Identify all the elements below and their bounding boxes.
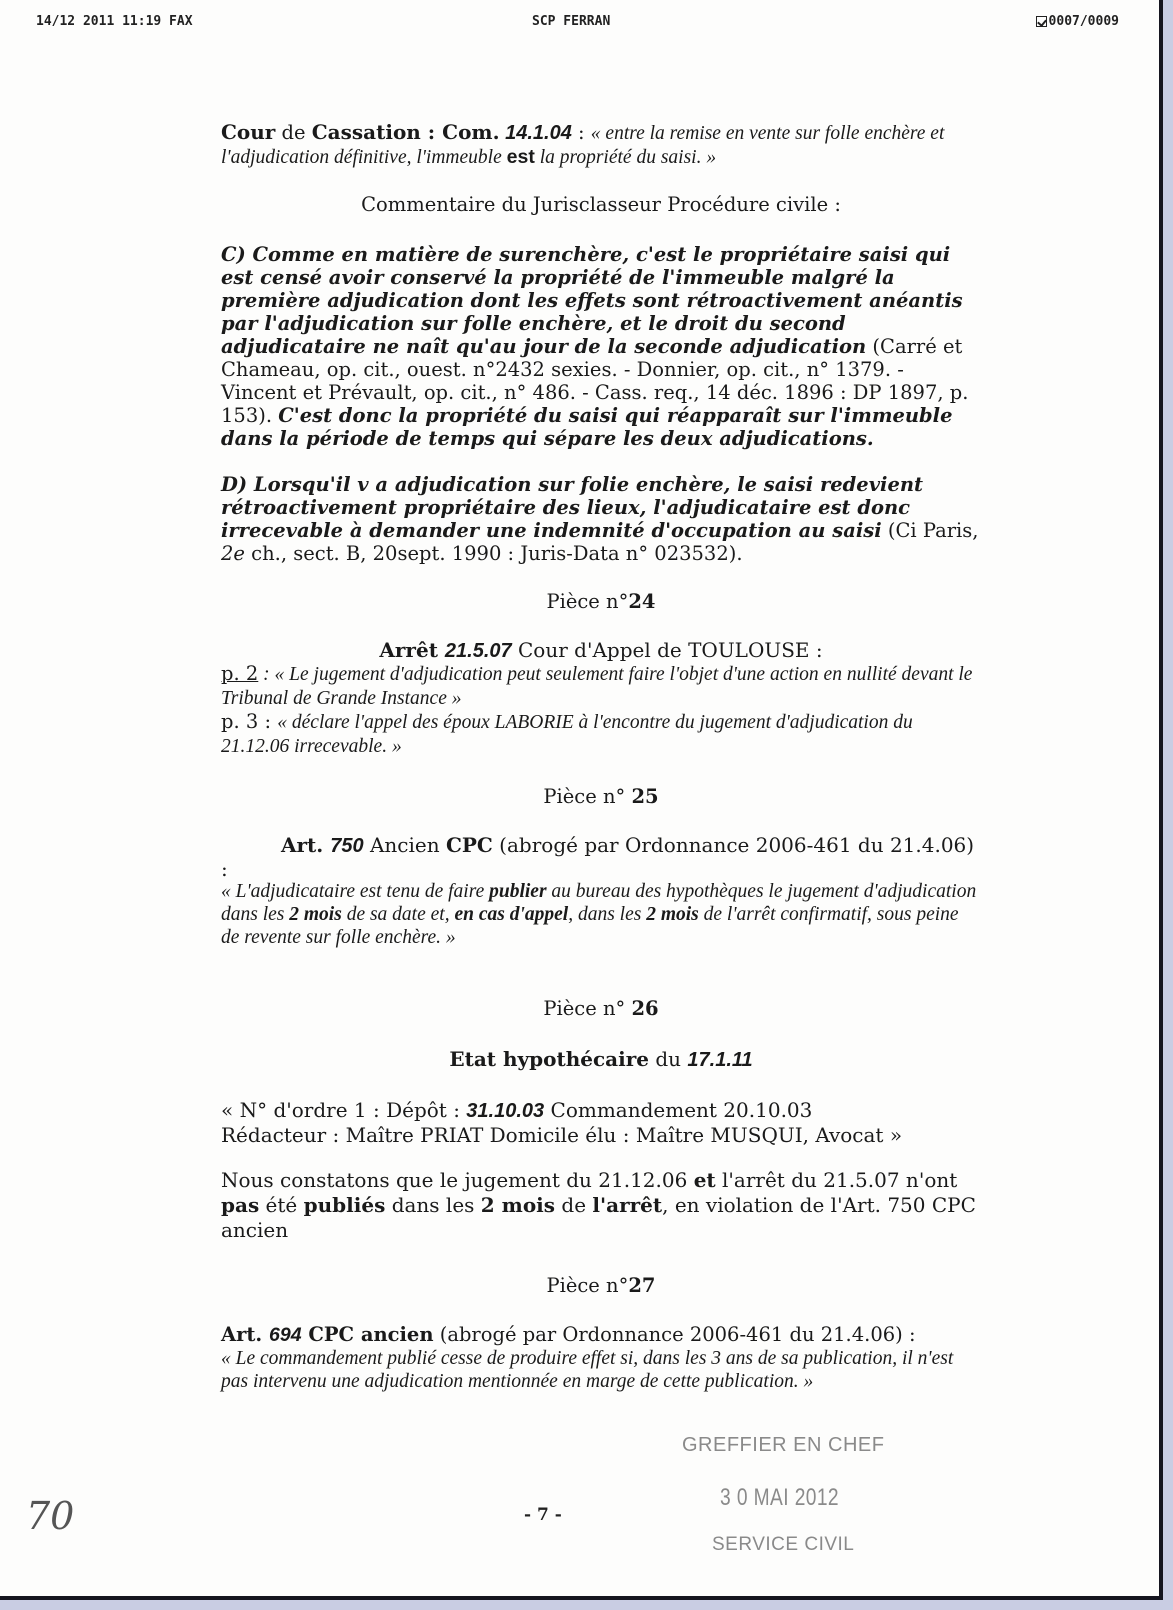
constat-et: et (693, 1168, 716, 1192)
art-750-heading (221, 834, 981, 881)
art-694-quote: « Le commandement publié cesse de produire effet si, dans les 3 ans de sa publication, il n'est pas intervenu une adjudication mentionnée en marge de cette publication. » (221, 1348, 954, 1392)
paragraph-d-refs-italic: 2e (221, 542, 245, 565)
art-694-cpc-ancien: CPC ancien (301, 1323, 434, 1346)
constat-paragraph (221, 1168, 981, 1243)
constat-f: , en violation de l'Art. 750 CPC ancien (221, 1193, 976, 1242)
piece-26-number: 26 (631, 997, 659, 1020)
piece-27-number: 27 (628, 1274, 656, 1297)
piece-24-label: Pièce n° (546, 590, 629, 613)
arret-heading (221, 638, 981, 663)
constat-c: été (259, 1193, 304, 1217)
piece-26-label: Pièce n° (543, 997, 632, 1020)
arret-p2-ref: p. 2 (221, 662, 259, 685)
arret-court: Cour d'Appel de TOULOUSE : (511, 638, 823, 662)
court-date: 14.1.04 (499, 122, 572, 144)
arret-quotes (221, 662, 981, 758)
piece-25-heading (221, 785, 981, 808)
art-750-quote (221, 880, 981, 949)
fax-sender: SCP FERRAN (532, 14, 611, 29)
paragraph-c (221, 243, 981, 450)
paragraph-c-text: C) Comme en matière de surenchère, c'est le propriétaire saisi qui est censé avoir conservé la propriété de l'immeuble malgré la première adjudication dont les effets sont rétroactivement anéantis par l'adjudication sur folle enchère, et le droit du second adjudicataire ne naît qu'au jour de la seconde adjudication (221, 243, 963, 358)
comment-title: Commentaire du Jurisclasseur Procédure civile : (361, 193, 841, 216)
art-750-rest: (abrogé par Ordonnance 2006-461 du 21.4.06) : (221, 833, 975, 881)
art-750-number: 750 (330, 835, 364, 857)
stamp-greffier: GREFFIER EN CHEF (682, 1434, 885, 1456)
etat-label: Etat hypothécaire (449, 1047, 649, 1071)
fax-header (36, 14, 1119, 34)
fax-page-counter-text: 0007/0009 (1048, 14, 1119, 29)
handwritten-number: 70 (26, 1494, 75, 1538)
arret-label: Arrêt (379, 638, 445, 662)
paragraph-d (221, 473, 981, 565)
constat-a: Nous constatons que le jugement du 21.12.06 (221, 1168, 694, 1192)
etat-date: 17.1.11 (687, 1049, 753, 1071)
art-750-quote-2mois-a: 2 mois (289, 904, 342, 925)
court-de: de (275, 121, 312, 144)
paragraph-d-refs-start: (Ci Paris, (881, 519, 979, 542)
art-694-rest: (abrogé par Ordonnance 2006-461 du 21.4.06) : (433, 1323, 916, 1346)
constat-b: l'arrêt du 21.5.07 n'ont (715, 1168, 958, 1192)
constat-larret: l'arrêt (592, 1193, 663, 1217)
constat-publies: publiés (303, 1193, 386, 1217)
arret-p3-ref: p. 3 : (221, 710, 278, 733)
checkbox-icon (1036, 16, 1047, 27)
etat-line-1b: Commandement 20.10.03 (544, 1098, 813, 1122)
art-694 (221, 1323, 981, 1393)
etat-details (221, 1098, 981, 1147)
art-750-quote-2: au bureau des hypothèques le jugement d'adjudication dans les (221, 881, 977, 925)
page-number: - 7 - (524, 1505, 562, 1525)
arret-date: 21.5.07 (444, 640, 512, 662)
art-750-quote-3: de sa date et, (341, 904, 455, 925)
etat-depot-date: 31.10.03 (466, 1100, 545, 1122)
art-750-quote-appel: en cas d'appel (454, 904, 569, 925)
fax-page-counter (1036, 14, 1119, 29)
piece-25-number: 25 (631, 785, 659, 808)
piece-25-label: Pièce n° (543, 785, 632, 808)
paragraph-c-refs: (Carré et Chameau, op. cit., ouest. n°2432 sexies. - Donnier, op. cit., n° 1379. - Vincent et Prévault, op. cit., n° 486. - Cass. req., 14 déc. 1896 : DP 1897, p. 153). (221, 335, 969, 427)
court-name: Cassation : Com. (311, 120, 500, 144)
art-750-ancien: Ancien (363, 833, 446, 857)
court-quote-end: la propriété du saisi. » (534, 147, 717, 168)
art-694-label: Art. (221, 1323, 269, 1346)
court-label: Cour (221, 120, 276, 144)
art-750-quote-2mois-b: 2 mois (646, 904, 699, 925)
constat-d: dans les (385, 1193, 481, 1217)
art-750-label: Art. (281, 833, 331, 857)
arret-p3-quote: « déclare l'appel des époux LABORIE à l'encontre du jugement d'adjudication du 21.12.06 irrecevable. » (221, 712, 913, 757)
court-colon: : (571, 121, 591, 144)
art-750-quote-publier: publier (489, 881, 547, 902)
piece-24-heading (221, 590, 981, 613)
paragraph-d-text: D) Lorsqu'il v a adjudication sur folie enchère, le saisi redevient rétroactivement propriétaire des lieux, l'adjudicataire est donc irrecevable à demander une indemnité d'occupation au saisi (221, 473, 924, 542)
art-750-quote-5: de l'arrêt confirmatif, sous peine de revente sur folle enchère. » (221, 904, 959, 948)
etat-du: du (648, 1047, 688, 1071)
paragraph-c-conclusion: C'est donc la propriété du saisi qui réapparaît sur l'immeuble dans la période de temps qui sépare les deux adjudications. (221, 404, 953, 450)
stamp-date: 3 0 MAI 2012 (720, 1484, 840, 1511)
constat-e: de (555, 1193, 593, 1217)
piece-24-number: 24 (628, 590, 656, 613)
arret-p2-quote: : « Le jugement d'adjudication peut seulement faire l'objet d'une action en nullité devant le Tribunal de Grande Instance » (221, 664, 973, 709)
piece-27-heading (221, 1274, 981, 1297)
piece-26-heading (221, 997, 981, 1020)
constat-pas: pas (221, 1193, 260, 1217)
fax-datetime: 14/12 2011 11:19 FAX (36, 14, 193, 29)
stamp-service: SERVICE CIVIL (712, 1534, 855, 1555)
constat-2mois: 2 mois (480, 1193, 556, 1217)
cassation-quote (221, 121, 981, 169)
etat-line-2: Rédacteur : Maître PRIAT Domicile élu : Maître MUSQUI, Avocat » (221, 1123, 903, 1147)
etat-hypothecaire-heading (221, 1047, 981, 1072)
court-quote-bold: est (506, 146, 535, 168)
paragraph-d-refs-end: ch., sect. B, 20sept. 1990 : Juris-Data n° 023532). (244, 542, 743, 565)
art-750-cpc: CPC (445, 833, 493, 857)
piece-27-label: Pièce n° (546, 1274, 629, 1297)
art-750-quote-4: , dans les (568, 904, 647, 925)
court-quote: « entre la remise en vente sur folle enchère et l'adjudication définitive, l'immeuble (221, 123, 945, 168)
art-694-number: 694 (269, 1324, 302, 1346)
etat-line-1a: « N° d'ordre 1 : Dépôt : (221, 1098, 467, 1122)
art-750-quote-1: « L'adjudicataire est tenu de faire (221, 881, 490, 902)
